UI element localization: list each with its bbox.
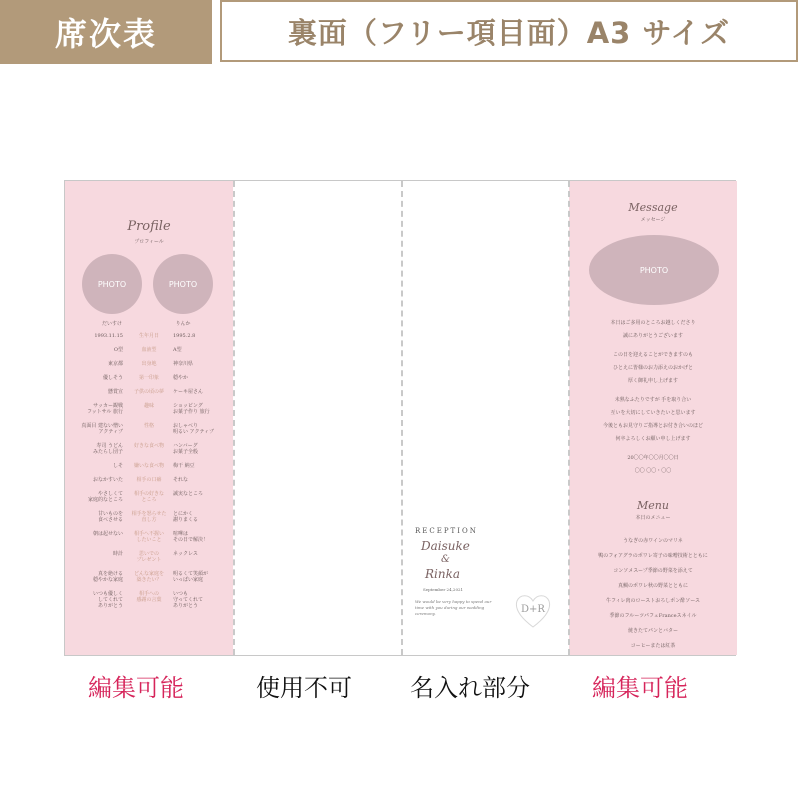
bride-answer: ハンバーグ お菓子全般 [173, 443, 199, 455]
reception-date: September 24,2021 [423, 587, 464, 592]
message-line: 厚く御礼申し上げます [627, 378, 678, 384]
profile-panel [65, 181, 233, 655]
message-line: 20〇〇年〇〇月〇〇日 [627, 455, 679, 461]
reception-note: We would be very happy to spend our time with you during our wedding ceremony. [415, 599, 492, 616]
message-line: 未熟なふたりですが 手を取り合い [614, 397, 692, 403]
bride-script-name: Rinka [425, 567, 461, 581]
message-subtitle: メッセージ [640, 217, 666, 223]
caption-editable-right: 編集可能 [592, 674, 688, 702]
caption-editable-left: 編集可能 [88, 674, 184, 702]
groom-answer: 時計 [112, 551, 123, 557]
profile-title: Profile [127, 219, 171, 234]
groom-answer: 懸賞宣 [107, 389, 123, 395]
message-line: 誠にありがとうございます [622, 333, 683, 339]
bride-answer: ショッピング お菓子作り 旅行 [173, 403, 210, 415]
question-label: 相手の口癖 [136, 477, 162, 483]
message-line: 〇〇 〇〇・〇〇 [634, 468, 672, 474]
bride-answer: 喧嘩は その日で解決！ [173, 531, 209, 543]
menu-item: コーヒーまたは紅茶 [630, 643, 676, 649]
menu-item: 鴨のフォアグラのポワレ寄子の味噌技術とともに [598, 553, 708, 559]
fold-line [568, 181, 570, 655]
reception-label: RECEPTION [415, 527, 478, 535]
name-panel [401, 181, 569, 655]
fold-line [233, 181, 235, 655]
menu-item: うなぎの赤ワインのマリネ [623, 538, 683, 544]
caption-unusable: 使用不可 [256, 674, 352, 702]
groom-answer: O型 [113, 347, 123, 353]
monogram: D+R [521, 604, 545, 615]
bride-answer: 神奈川県 [173, 361, 194, 367]
profile-subtitle: プロフィール [134, 239, 164, 245]
seating-sheet [64, 180, 736, 656]
question-label: 子供の頃の夢 [133, 389, 164, 395]
question-label: どんな家庭を 築きたい？ [133, 571, 164, 583]
bride-answer: ケーキ屋さん [173, 389, 204, 395]
groom-photo: PHOTO [82, 254, 142, 314]
groom-answer: しそ [112, 463, 123, 469]
message-line: この日を迎えることができますのも [612, 352, 693, 358]
caption-name-area: 名入れ部分 [410, 674, 530, 702]
question-label: 相手を怒らせた 直し方 [131, 511, 167, 523]
groom-answer: いつも優しく してくれて ありがとう [92, 591, 123, 609]
bride-answer: 梅干 納豆 [173, 463, 195, 469]
menu-title: Menu [637, 499, 669, 512]
blank-panel [233, 181, 401, 655]
bride-photo: PHOTO [153, 254, 213, 314]
question-label: 相手の好きな ところ [133, 491, 164, 503]
question-label: 嫌いな食べ物 [133, 463, 164, 469]
message-title: Message [628, 201, 678, 214]
question-label: 好きな食べ物 [133, 443, 164, 449]
groom-answer: 朝は起せない [92, 531, 123, 537]
groom-script-name: Daisuke [421, 539, 470, 553]
question-label: 思いでの プレゼント [136, 551, 162, 563]
question-label: 相手へ不握い したいこと [133, 531, 164, 543]
groom-answer: 真面目 建ない憎い アクティブ [81, 423, 123, 435]
message-line: 今後ともお見守りご指導とお付き合いのほど [602, 423, 703, 429]
groom-answer: 東京都 [107, 361, 123, 367]
menu-item: コンソメスープ季節の野菜を添えて [613, 568, 693, 574]
fold-line [401, 181, 403, 655]
menu-item: 真鯛のポワレ秋の野菜とともに [617, 583, 688, 589]
menu-item: 季節のフルーツパフェFranceスネイル [609, 613, 697, 619]
groom-answer: 1993.11.15 [94, 333, 123, 339]
groom-answer: やさしくて 家庭的なところ [87, 491, 123, 503]
message-panel [569, 181, 737, 655]
bride-answer: それな [173, 477, 189, 483]
bride-answer: 誠実なところ [173, 491, 204, 497]
question-label: 第一印象 [138, 375, 159, 381]
question-label: 性格 [143, 423, 154, 429]
groom-name: だいすけ [101, 321, 122, 327]
message-line: 本日はご多用のところお越しくださり [610, 320, 696, 326]
bride-name: りんか [175, 321, 191, 327]
message-line: ひとえに皆様のお力添えのおかげと [612, 365, 693, 371]
groom-answer: おなかすいた [92, 477, 123, 483]
question-label: 血液型 [141, 347, 157, 353]
bride-answer: いつも 守ってくれて ありがとう [173, 591, 204, 609]
menu-item: 牛フィレ肉のローストおろしポン酢ソース [605, 598, 701, 604]
message-line: 互いを大切にしていきたいと思います [610, 410, 696, 416]
header-title: 裏面（フリー項目面）A3 サイズ [220, 0, 798, 62]
header-tag: 席次表 [0, 0, 212, 64]
bride-answer: 明るくて笑顔が いっぱい家庭 [173, 571, 209, 583]
message-photo: PHOTO [589, 235, 719, 305]
groom-answer: サッカー観戦 フットサル 旅行 [87, 403, 123, 415]
bride-answer: A型 [173, 347, 182, 353]
groom-answer: 真を絶ける 穏やかな家庭 [92, 571, 123, 583]
bride-answer: ネックレス [173, 551, 198, 557]
ampersand: & [441, 554, 450, 565]
bride-answer: おしゃべり 明るい アクティブ [173, 423, 215, 435]
groom-answer: 甘いものを 食べさせる [97, 511, 123, 523]
bride-answer: 1995.2.8 [173, 333, 196, 339]
question-label: 出身地 [141, 361, 157, 367]
question-label: 相手への 感謝の言葉 [136, 591, 162, 603]
question-label: 趣味 [143, 403, 154, 409]
bride-answer: 穏やか [173, 375, 189, 381]
groom-answer: 寿司 うどん みたらし団子 [92, 443, 123, 455]
menu-subtitle: 本日のメニュー [635, 515, 671, 521]
question-label: 生年月日 [138, 333, 159, 339]
menu-item: 焼きたてパンとバター [627, 628, 678, 634]
message-line: 何卒よろしくお願い申し上げます [615, 436, 691, 442]
groom-answer: 優しそう [102, 375, 123, 381]
bride-answer: とにかく 謝りまくる [173, 511, 199, 523]
